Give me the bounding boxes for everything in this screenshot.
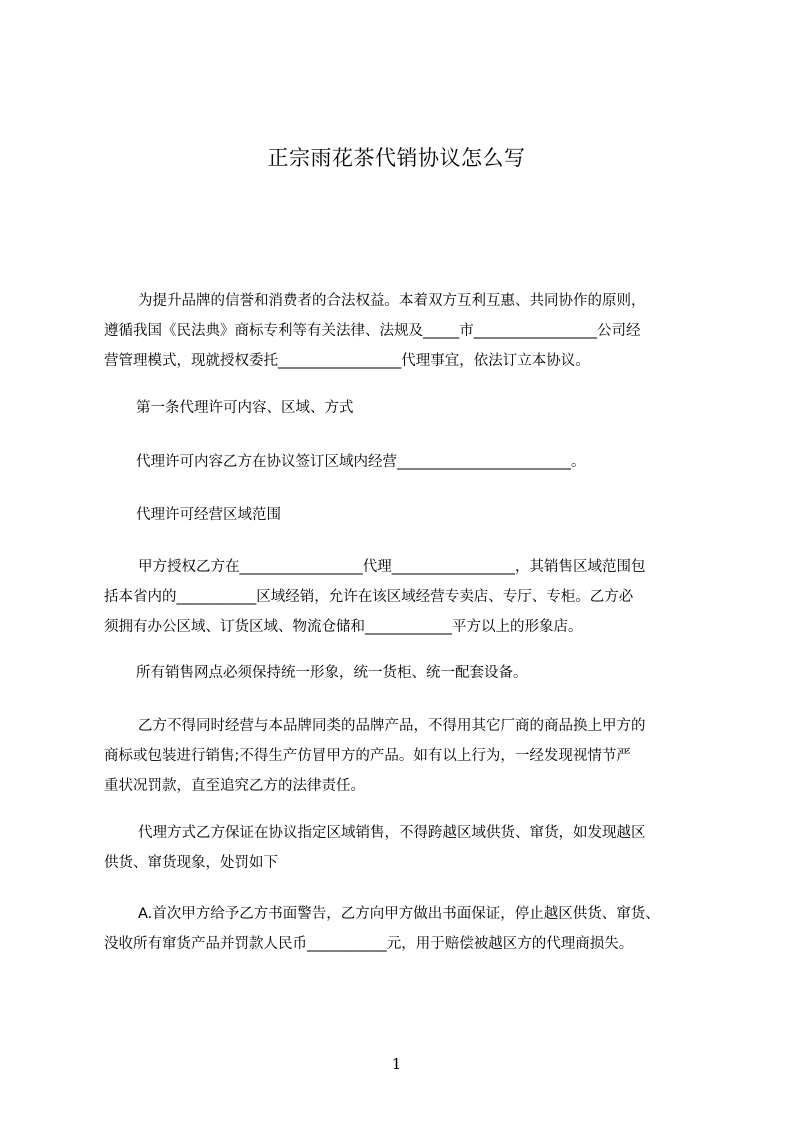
- paragraph-line: 代理方式乙方保证在协议指定区域销售，不得跨越区域供货、窜货，如发现越区: [138, 825, 646, 841]
- paragraph-line: A.首次甲方给予乙方书面警告，乙方向甲方做出书面保证，停止越区供货、窜货、: [138, 906, 660, 922]
- paragraph-restrictions: [104, 711, 704, 801]
- paragraph-line: 商标或包装进行销售;不得生产仿冒甲方的产品。如有以上行为，一经发现视情节严: [104, 748, 631, 764]
- paragraph-line: 供货、窜货现象，处罚如下: [104, 855, 278, 871]
- paragraph-line: 代理许可经营区域范围: [136, 507, 281, 523]
- paragraph-uniform-image: [104, 658, 704, 688]
- paragraph-line: 遵循我国《民法典》商标专利等有关法律、法规及_____市_________________公司经: [104, 323, 641, 339]
- paragraph-line: 第一条代理许可内容、区域、方式: [136, 400, 354, 416]
- paragraph-license-region: [104, 500, 704, 530]
- paragraph-line: 没收所有窜货产品并罚款人民币___________元，用于赔偿被越区方的代理商损失。: [104, 936, 634, 952]
- paragraph-line: 乙方不得同时经营与本品牌同类的品牌产品，不得用其它厂商的商品换上甲方的: [138, 718, 646, 734]
- paragraph-agency-method: [104, 818, 704, 878]
- paragraph-line: 营管理模式，现就授权委托_________________代理事宜，依法订立本协议。: [104, 353, 590, 369]
- paragraph-line: 为提升品牌的信誉和消费者的合法权益。本着双方互利互惠、共同协作的原则，: [138, 293, 646, 309]
- paragraph-line: 代理许可内容乙方在协议签订区域内经营________________________。: [136, 454, 586, 470]
- page-number: 1: [391, 1055, 402, 1073]
- paragraph-line: 甲方授权乙方在_________________代理_________________，其销售区域范围包: [138, 559, 646, 575]
- paragraph-penalty-a: [104, 899, 704, 959]
- section-heading-article-1: [104, 393, 704, 423]
- paragraph-line: 括本省内的___________区域经销，允许在该区域经营专卖店、专厅、专柜。乙方必: [104, 589, 634, 605]
- paragraph-authorization: [104, 552, 704, 642]
- paragraph-line: 所有销售网点必须保持统一形象，统一货柜、统一配套设备。: [136, 665, 528, 681]
- paragraph-preamble: [104, 286, 704, 376]
- paragraph-license-content: [104, 447, 704, 477]
- paragraph-line: 重状况罚款，直至追究乙方的法律责任。: [104, 778, 365, 794]
- paragraph-line: 须拥有办公区域、订货区域、物流仓储和____________平方以上的形象店。: [104, 619, 583, 635]
- document-title: 正宗雨花茶代销协议怎么写: [267, 146, 526, 170]
